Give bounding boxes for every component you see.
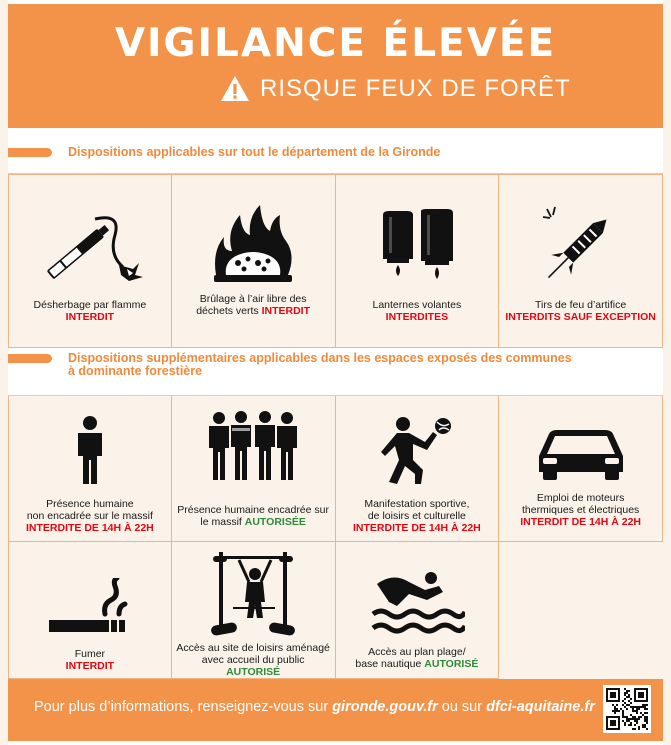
burning-waste-icon <box>208 201 298 287</box>
qr-module <box>630 718 632 720</box>
qr-module <box>638 706 640 708</box>
caption <box>176 504 331 528</box>
qr-module <box>624 716 626 718</box>
qr-module <box>616 708 618 710</box>
qr-module <box>626 704 628 706</box>
qr-module <box>642 724 644 726</box>
qr-module <box>626 716 628 718</box>
qr-module <box>634 710 636 712</box>
caption-label: Lanternes volantes <box>372 299 462 311</box>
qr-module <box>626 708 628 710</box>
qr-module <box>632 708 634 710</box>
qr-module <box>646 704 648 706</box>
qr-module <box>642 704 644 706</box>
qr-module <box>640 706 642 708</box>
caption <box>13 299 167 323</box>
qr-module <box>636 710 638 712</box>
qr-module <box>622 720 624 722</box>
section1-grid <box>8 174 663 348</box>
qr-module <box>628 718 630 720</box>
caption-label: Présence humaine encadrée sur <box>177 504 329 516</box>
caption-label: base nautique <box>355 658 422 670</box>
qr-module <box>630 702 632 704</box>
qr-module <box>624 724 626 726</box>
footer-text-start: Pour plus d’informations, renseignez-vous sur <box>34 699 333 715</box>
qr-module <box>646 722 648 724</box>
status-label: INTERDITE DE 14H À 22H <box>25 522 154 534</box>
qr-module <box>640 716 642 718</box>
qr-module <box>626 718 628 720</box>
section-marker <box>8 354 52 363</box>
qr-module <box>622 714 624 716</box>
link-gironde[interactable]: gironde.gouv.fr <box>332 699 438 715</box>
qr-module <box>628 724 630 726</box>
qr-module <box>614 708 616 710</box>
qr-module <box>628 694 630 696</box>
qr-module <box>632 710 634 712</box>
card-supervised-presence <box>172 396 336 542</box>
qr-module <box>630 722 632 724</box>
caption-label: Tirs de feu d’artifice <box>535 299 627 311</box>
person-icon <box>70 416 110 486</box>
qr-module <box>628 696 630 698</box>
qr-module <box>642 714 644 716</box>
qr-module <box>624 698 626 700</box>
status-label: INTERDIT <box>65 660 115 672</box>
qr-module <box>622 712 624 714</box>
qr-code-graphic <box>606 688 648 730</box>
qr-module <box>618 710 620 712</box>
section1-heading: Dispositions applicables sur tout le département de la Gironde <box>68 145 441 159</box>
qr-module <box>638 708 640 710</box>
caption-label: Accès au plan plage/ <box>368 646 466 658</box>
qr-module <box>626 720 628 722</box>
section2-grid-row2 <box>8 542 663 679</box>
status-label: INTERDITS SAUF EXCEPTION <box>505 311 656 323</box>
caption <box>13 648 167 672</box>
caption-label: de loisirs et culturelle <box>367 510 466 522</box>
firework-rocket-icon <box>541 205 621 285</box>
qr-module <box>646 718 648 720</box>
qr-module <box>624 694 626 696</box>
qr-module <box>634 706 636 708</box>
card-flame-weeding <box>8 174 172 348</box>
qr-module <box>644 704 646 706</box>
poster-header <box>8 0 663 128</box>
subtitle-text: RISQUE FEUX DE FORÊT <box>260 75 571 102</box>
qr-module <box>630 724 632 726</box>
caption-label: Brûlage à l’air libre des <box>199 293 307 305</box>
qr-module <box>636 706 638 708</box>
qr-module <box>646 720 648 722</box>
qr-module <box>626 696 628 698</box>
caption <box>340 646 495 670</box>
qr-module <box>632 716 634 718</box>
qr-module <box>624 706 626 708</box>
qr-module <box>632 706 634 708</box>
poster-footer <box>8 679 663 745</box>
status-label: INTERDIT <box>261 305 311 317</box>
qr-module <box>626 690 628 692</box>
qr-module <box>636 708 638 710</box>
qr-module <box>638 728 640 730</box>
qr-module <box>616 704 618 706</box>
caption-label: Fumer <box>74 648 106 660</box>
status-label: INTERDIT DE 14H À 22H <box>520 516 642 528</box>
status-label: INTERDITES <box>385 311 449 323</box>
cigarette-icon <box>45 578 135 640</box>
warning-icon <box>220 75 250 103</box>
qr-module <box>622 710 624 712</box>
qr-module <box>636 722 638 724</box>
qr-module <box>624 722 626 724</box>
qr-module <box>642 726 644 728</box>
caption <box>13 498 167 534</box>
poster-title: VIGILANCE ÉLEVÉE <box>114 21 557 66</box>
link-dfci[interactable]: dfci-aquitaine.fr <box>486 699 595 715</box>
qr-module <box>646 716 648 718</box>
sports-player-icon <box>379 416 455 486</box>
qr-module <box>622 704 624 706</box>
card-sky-lanterns <box>336 174 500 348</box>
qr-module <box>634 718 636 720</box>
qr-module <box>638 726 640 728</box>
caption-label: déchets verts <box>196 305 259 317</box>
qr-module <box>638 718 640 720</box>
qr-module <box>630 714 632 716</box>
qr-module <box>642 706 644 708</box>
qr-module <box>634 724 636 726</box>
supervised-group-icon <box>205 410 301 486</box>
status-label: AUTORISÉ <box>226 666 281 678</box>
caption <box>176 642 331 678</box>
card-smoking <box>8 542 172 679</box>
status-label: INTERDIT <box>65 311 115 323</box>
qr-module <box>630 706 632 708</box>
qr-module <box>628 690 630 692</box>
qr-module <box>646 728 648 730</box>
caption-label: non encadrée sur le massif <box>26 510 153 522</box>
qr-module <box>612 710 614 712</box>
qr-module <box>644 720 646 722</box>
qr-module <box>634 728 636 730</box>
qr-module <box>640 712 642 714</box>
caption <box>340 498 495 534</box>
section-marker <box>8 148 52 157</box>
qr-module <box>644 726 646 728</box>
caption-label: Désherbage par flamme <box>33 299 147 311</box>
card-adventure-park <box>172 542 336 679</box>
qr-module <box>644 708 646 710</box>
caption-label: Présence humaine <box>46 498 134 510</box>
qr-module <box>644 706 646 708</box>
qr-module <box>628 704 630 706</box>
qr-module <box>632 718 634 720</box>
qr-module <box>628 720 630 722</box>
caption-label: thermiques et électriques <box>521 504 640 516</box>
qr-module <box>638 716 640 718</box>
card-fireworks <box>499 174 663 348</box>
caption-label: Manifestation sportive, <box>364 498 470 510</box>
caption <box>340 299 495 323</box>
qr-module <box>622 716 624 718</box>
qr-module <box>636 718 638 720</box>
qr-module <box>644 716 646 718</box>
poster-subtitle <box>220 72 571 106</box>
qr-module <box>646 712 648 714</box>
caption-label: Emploi de moteurs <box>536 492 625 504</box>
qr-module <box>626 692 628 694</box>
qr-module <box>612 704 614 706</box>
qr-module <box>644 712 646 714</box>
qr-module <box>634 720 636 722</box>
qr-module <box>636 720 638 722</box>
flame-weeder-icon <box>35 205 145 289</box>
sky-lanterns-icon <box>377 209 457 289</box>
qr-module <box>644 724 646 726</box>
qr-code-icon <box>603 685 651 733</box>
caption <box>503 299 658 323</box>
caption-label: avec accueil du public <box>201 654 305 666</box>
qr-module <box>644 718 646 720</box>
caption-label: Accès au site de loisirs aménagé <box>176 642 330 654</box>
section2-heading-strip <box>8 348 663 396</box>
section2-heading <box>68 352 633 378</box>
footer-info <box>34 699 595 715</box>
qr-module <box>624 688 626 690</box>
footer-text-middle: ou sur <box>437 699 487 715</box>
status-label: AUTORISÉE <box>244 516 306 528</box>
qr-module <box>636 712 638 714</box>
qr-module <box>620 708 622 710</box>
qr-module <box>624 702 626 704</box>
card-green-waste-burning <box>172 174 336 348</box>
card-engines <box>499 396 663 542</box>
caption-label: le massif <box>200 516 242 528</box>
qr-module <box>624 692 626 694</box>
adventure-park-icon <box>205 548 301 644</box>
qr-module <box>622 700 624 702</box>
qr-module <box>632 728 634 730</box>
qr-module <box>646 708 648 710</box>
qr-module <box>614 706 616 708</box>
section2-grid-row1 <box>8 396 663 542</box>
qr-module <box>614 710 616 712</box>
car-icon <box>533 426 629 480</box>
section2-heading-line1: Dispositions supplémentaires applicables dans les espaces exposés des communes <box>68 351 572 365</box>
section1-heading-strip <box>8 128 663 174</box>
card-unsupervised-presence <box>8 396 172 542</box>
section2-heading-line2: à dominante forestière <box>68 364 203 378</box>
qr-module <box>634 716 636 718</box>
qr-module <box>614 712 616 714</box>
status-label: AUTORISÉ <box>424 658 479 670</box>
qr-module <box>630 698 632 700</box>
swimmer-icon <box>369 570 465 636</box>
caption <box>176 293 331 317</box>
empty-cell <box>499 542 663 679</box>
caption <box>503 492 658 528</box>
qr-module <box>616 710 618 712</box>
status-label: INTERDITE DE 14H À 22H <box>352 522 481 534</box>
card-beach-access <box>336 542 500 679</box>
qr-module <box>628 700 630 702</box>
card-sports-event <box>336 396 500 542</box>
